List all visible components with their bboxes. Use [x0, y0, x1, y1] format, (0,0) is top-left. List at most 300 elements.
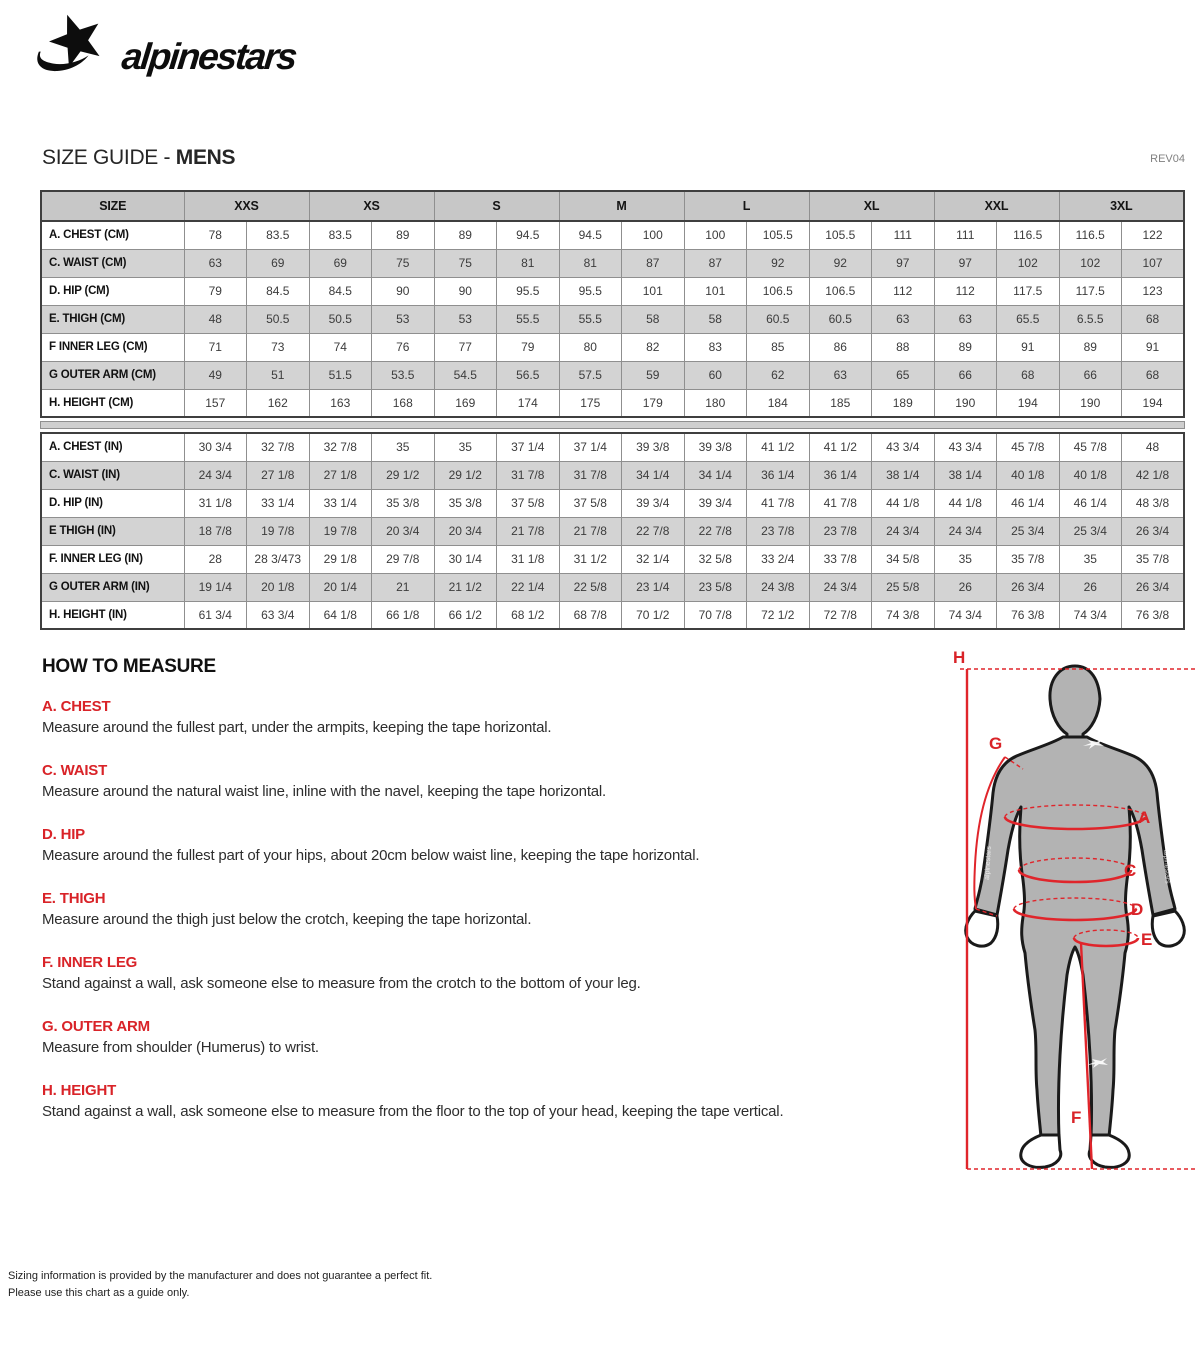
size-column-header: XL [809, 191, 934, 221]
measure-item-heading: D. HIP [42, 826, 85, 843]
row-label-cm: C. WAIST (CM) [41, 249, 184, 277]
measure-item-heading: G. OUTER ARM [42, 1018, 150, 1035]
size-cell: 175 [559, 389, 622, 417]
size-cell: 26 3/4 [997, 573, 1060, 601]
size-corner-header: SIZE [41, 191, 184, 221]
measure-item [42, 890, 922, 928]
size-cell: 162 [247, 389, 310, 417]
row-label-cm: E. THIGH (CM) [41, 305, 184, 333]
size-cell: 180 [684, 389, 747, 417]
page-title-gender: MENS [175, 146, 236, 169]
size-cell: 50.5 [247, 305, 310, 333]
label-E: E [1141, 930, 1153, 949]
size-cell: 42 1/8 [1122, 461, 1185, 489]
size-cell: 58 [622, 305, 685, 333]
size-cell: 20 1/8 [247, 573, 310, 601]
size-cell: 117.5 [1059, 277, 1122, 305]
size-cell: 189 [872, 389, 935, 417]
size-cell: 48 3/8 [1122, 489, 1185, 517]
size-cell: 20 3/4 [372, 517, 435, 545]
size-cell: 75 [372, 249, 435, 277]
size-cell: 94.5 [559, 221, 622, 249]
size-cell: 24 3/4 [872, 517, 935, 545]
size-cell: 68 [997, 361, 1060, 389]
size-cell: 41 1/2 [747, 433, 810, 461]
size-cell: 116.5 [1059, 221, 1122, 249]
size-cell: 53.5 [372, 361, 435, 389]
size-cell: 6.5.5 [1059, 305, 1122, 333]
size-cell: 37 1/4 [497, 433, 560, 461]
row-label-cm: A. CHEST (CM) [41, 221, 184, 249]
size-cell: 27 1/8 [309, 461, 372, 489]
size-cell: 78 [184, 221, 247, 249]
size-cell: 85 [747, 333, 810, 361]
measure-item-text: Stand against a wall, ask someone else to measure from the floor to the top of your head, keeping the tape vertical. [42, 1103, 784, 1120]
size-cell: 79 [497, 333, 560, 361]
size-cell: 33 7/8 [809, 545, 872, 573]
size-cell: 53 [434, 305, 497, 333]
size-cell: 87 [684, 249, 747, 277]
size-cell: 32 5/8 [684, 545, 747, 573]
size-cell: 23 7/8 [747, 517, 810, 545]
size-cell: 69 [247, 249, 310, 277]
size-column-header: XXL [934, 191, 1059, 221]
size-cell: 111 [872, 221, 935, 249]
size-cell: 95.5 [559, 277, 622, 305]
size-cell: 27 1/8 [247, 461, 310, 489]
revision-label: REV04 [1150, 153, 1185, 165]
size-cell: 68 7/8 [559, 601, 622, 629]
size-cell: 105.5 [809, 221, 872, 249]
size-cell: 31 7/8 [497, 461, 560, 489]
size-cell: 63 [809, 361, 872, 389]
size-cell: 24 3/4 [934, 517, 997, 545]
measure-item [42, 954, 922, 992]
table-row [41, 389, 1184, 417]
size-cell: 107 [1122, 249, 1185, 277]
size-guide-table [40, 190, 1185, 630]
size-cell: 39 3/8 [684, 433, 747, 461]
size-cell: 63 [184, 249, 247, 277]
row-label-cm: H. HEIGHT (CM) [41, 389, 184, 417]
size-cell: 71 [184, 333, 247, 361]
size-cell: 18 7/8 [184, 517, 247, 545]
row-label-cm: D. HIP (CM) [41, 277, 184, 305]
size-cell: 48 [1122, 433, 1185, 461]
size-cell: 51 [247, 361, 310, 389]
size-cell: 100 [684, 221, 747, 249]
size-cell: 81 [497, 249, 560, 277]
size-cell: 69 [309, 249, 372, 277]
size-cell: 194 [1122, 389, 1185, 417]
size-cell: 72 1/2 [747, 601, 810, 629]
size-cell: 28 [184, 545, 247, 573]
size-column-header: L [684, 191, 809, 221]
size-cell: 83.5 [309, 221, 372, 249]
size-cell: 23 7/8 [809, 517, 872, 545]
size-cell: 90 [434, 277, 497, 305]
size-cell: 92 [747, 249, 810, 277]
table-row [41, 489, 1184, 517]
size-cell: 35 7/8 [997, 545, 1060, 573]
size-cell: 39 3/4 [622, 489, 685, 517]
size-column-header: M [559, 191, 684, 221]
size-cell: 102 [997, 249, 1060, 277]
size-cell: 68 1/2 [497, 601, 560, 629]
size-cell: 82 [622, 333, 685, 361]
table-row [41, 305, 1184, 333]
size-cell: 91 [1122, 333, 1185, 361]
size-cell: 68 [1122, 305, 1185, 333]
size-cell: 29 1/2 [372, 461, 435, 489]
size-cell: 94.5 [497, 221, 560, 249]
size-cell: 33 1/4 [309, 489, 372, 517]
size-cell: 87 [622, 249, 685, 277]
size-cell: 35 [934, 545, 997, 573]
size-cell: 89 [1059, 333, 1122, 361]
size-cell: 76 [372, 333, 435, 361]
how-to-measure-title: HOW TO MEASURE [42, 656, 216, 677]
size-cell: 34 1/4 [684, 461, 747, 489]
measure-item-text: Measure around the fullest part, under the armpits, keeping the tape horizontal. [42, 719, 552, 736]
size-cell: 48 [184, 305, 247, 333]
size-cell: 38 1/4 [934, 461, 997, 489]
measure-item-heading: C. WAIST [42, 762, 108, 779]
table-row [41, 517, 1184, 545]
size-cell: 64 1/8 [309, 601, 372, 629]
size-cell: 83 [684, 333, 747, 361]
size-cell: 41 7/8 [809, 489, 872, 517]
size-cell: 41 1/2 [809, 433, 872, 461]
size-cell: 44 1/8 [872, 489, 935, 517]
size-cell: 190 [1059, 389, 1122, 417]
size-cell: 36 1/4 [747, 461, 810, 489]
measure-item-text: Measure around the natural waist line, inline with the navel, keeping the tape horizontal. [42, 783, 607, 800]
size-cell: 46 1/4 [997, 489, 1060, 517]
size-cell: 23 5/8 [684, 573, 747, 601]
size-cell: 58 [684, 305, 747, 333]
size-cell: 89 [372, 221, 435, 249]
size-cell: 40 1/8 [1059, 461, 1122, 489]
size-cell: 97 [934, 249, 997, 277]
size-cell: 37 5/8 [559, 489, 622, 517]
size-cell: 36 1/4 [809, 461, 872, 489]
size-cell: 66 [934, 361, 997, 389]
table-row [41, 601, 1184, 629]
disclaimer-line2: Please use this chart as a guide only. [8, 1287, 190, 1300]
alpinestars-logo [26, 10, 326, 90]
size-cell: 179 [622, 389, 685, 417]
size-cell: 43 3/4 [872, 433, 935, 461]
size-cell: 84.5 [247, 277, 310, 305]
size-cell: 76 3/8 [997, 601, 1060, 629]
size-cell: 23 1/4 [622, 573, 685, 601]
size-cell: 123 [1122, 277, 1185, 305]
table-row [41, 461, 1184, 489]
size-cell: 39 3/4 [684, 489, 747, 517]
size-cell: 61 3/4 [184, 601, 247, 629]
size-cell: 19 1/4 [184, 573, 247, 601]
size-cell: 112 [934, 277, 997, 305]
size-cell: 83.5 [247, 221, 310, 249]
size-cell: 86 [809, 333, 872, 361]
row-label-cm: F INNER LEG (CM) [41, 333, 184, 361]
size-cell: 80 [559, 333, 622, 361]
measure-item [42, 762, 922, 800]
size-table-in [40, 432, 1185, 630]
size-cell: 21 7/8 [497, 517, 560, 545]
measure-item-heading: E. THIGH [42, 890, 106, 907]
disclaimer [8, 1268, 432, 1302]
size-cell: 70 7/8 [684, 601, 747, 629]
size-cell: 79 [184, 277, 247, 305]
size-cell: 75 [434, 249, 497, 277]
size-cell: 22 1/4 [497, 573, 560, 601]
table-row [41, 221, 1184, 249]
size-cell: 20 3/4 [434, 517, 497, 545]
size-cell: 174 [497, 389, 560, 417]
measurement-figure [945, 645, 1200, 1185]
body-silhouette-graphic [975, 666, 1175, 1137]
size-cell: 20 1/4 [309, 573, 372, 601]
size-cell: 21 7/8 [559, 517, 622, 545]
size-cell: 37 1/4 [559, 433, 622, 461]
size-cell: 77 [434, 333, 497, 361]
size-cell: 40 1/8 [997, 461, 1060, 489]
size-table-cm [40, 190, 1185, 418]
table-row [41, 249, 1184, 277]
row-label-in: F. INNER LEG (IN) [41, 545, 184, 573]
size-cell: 59 [622, 361, 685, 389]
size-cell: 28 3/473 [247, 545, 310, 573]
size-cell: 168 [372, 389, 435, 417]
label-A: A [1138, 808, 1151, 827]
size-cell: 163 [309, 389, 372, 417]
size-cell: 63 3/4 [247, 601, 310, 629]
size-cell: 44 1/8 [934, 489, 997, 517]
page-title [42, 146, 1185, 170]
size-cell: 30 1/4 [434, 545, 497, 573]
size-cell: 22 7/8 [684, 517, 747, 545]
row-label-cm: G OUTER ARM (CM) [41, 361, 184, 389]
size-cell: 24 3/4 [184, 461, 247, 489]
size-cell: 22 7/8 [622, 517, 685, 545]
size-cell: 91 [997, 333, 1060, 361]
size-column-header: S [434, 191, 559, 221]
size-cell: 33 1/4 [247, 489, 310, 517]
size-cell: 31 1/8 [184, 489, 247, 517]
page-title-prefix: SIZE GUIDE - [42, 146, 176, 169]
size-cell: 70 1/2 [622, 601, 685, 629]
row-label-in: H. HEIGHT (IN) [41, 601, 184, 629]
size-cell: 112 [872, 277, 935, 305]
size-cell: 46 1/4 [1059, 489, 1122, 517]
size-cell: 111 [934, 221, 997, 249]
feet-graphic [1021, 1135, 1129, 1167]
size-column-header: 3XL [1059, 191, 1184, 221]
label-C: C [1124, 861, 1137, 880]
size-cell: 32 7/8 [309, 433, 372, 461]
size-cell: 25 5/8 [872, 573, 935, 601]
size-cell: 106.5 [809, 277, 872, 305]
size-cell: 74 [309, 333, 372, 361]
size-cell: 65.5 [997, 305, 1060, 333]
size-cell: 89 [934, 333, 997, 361]
size-column-header: XXS [184, 191, 309, 221]
size-cell: 97 [872, 249, 935, 277]
size-cell: 35 [1059, 545, 1122, 573]
size-cell: 60 [684, 361, 747, 389]
size-cell: 26 3/4 [1122, 517, 1185, 545]
size-cell: 22 5/8 [559, 573, 622, 601]
size-cell: 84.5 [309, 277, 372, 305]
size-cell: 30 3/4 [184, 433, 247, 461]
size-cell: 35 7/8 [1122, 545, 1185, 573]
size-cell: 25 3/4 [1059, 517, 1122, 545]
size-cell: 37 5/8 [497, 489, 560, 517]
size-cell: 54.5 [434, 361, 497, 389]
size-cell: 92 [809, 249, 872, 277]
size-cell: 31 7/8 [559, 461, 622, 489]
size-cell: 29 1/8 [309, 545, 372, 573]
size-cell: 26 [934, 573, 997, 601]
size-cell: 100 [622, 221, 685, 249]
size-cell: 169 [434, 389, 497, 417]
table-row [41, 277, 1184, 305]
table-row [41, 545, 1184, 573]
measure-item-heading: H. HEIGHT [42, 1082, 117, 1099]
measure-item [42, 826, 922, 864]
size-cell: 32 7/8 [247, 433, 310, 461]
measure-item-text: Stand against a wall, ask someone else to measure from the crotch to the bottom of your leg. [42, 975, 641, 992]
label-H: H [953, 648, 966, 667]
size-cell: 106.5 [747, 277, 810, 305]
table-row [41, 333, 1184, 361]
size-cell: 24 3/8 [747, 573, 810, 601]
measure-item-text: Measure around the fullest part of your hips, about 20cm below waist line, keeping the tape horizontal. [42, 847, 700, 864]
size-cell: 65 [872, 361, 935, 389]
how-to-measure-section [42, 656, 922, 1146]
size-cell: 25 3/4 [997, 517, 1060, 545]
measure-item-text: Measure around the thigh just below the crotch, keeping the tape horizontal. [42, 911, 532, 928]
size-cell: 34 5/8 [872, 545, 935, 573]
size-cell: 66 [1059, 361, 1122, 389]
size-cell: 74 3/8 [872, 601, 935, 629]
size-cell: 57.5 [559, 361, 622, 389]
size-cell: 66 1/2 [434, 601, 497, 629]
size-cell: 31 1/8 [497, 545, 560, 573]
table-row [41, 361, 1184, 389]
size-cell: 157 [184, 389, 247, 417]
size-cell: 95.5 [497, 277, 560, 305]
size-cell: 66 1/8 [372, 601, 435, 629]
size-cell: 39 3/8 [622, 433, 685, 461]
label-G: G [989, 734, 1003, 753]
measure-item [42, 1018, 922, 1056]
label-D: D [1131, 900, 1144, 919]
size-cell: 34 1/4 [622, 461, 685, 489]
measure-item [42, 698, 922, 736]
size-cell: 45 7/8 [1059, 433, 1122, 461]
size-cell: 101 [684, 277, 747, 305]
row-label-in: D. HIP (IN) [41, 489, 184, 517]
table-row [41, 433, 1184, 461]
size-cell: 90 [372, 277, 435, 305]
size-cell: 116.5 [997, 221, 1060, 249]
size-cell: 88 [872, 333, 935, 361]
size-cell: 68 [1122, 361, 1185, 389]
row-label-in: C. WAIST (IN) [41, 461, 184, 489]
size-header-row [41, 191, 1184, 221]
logo-wordmark: alpinestars [119, 36, 298, 77]
svg-text:alpinestars: alpinestars [984, 845, 993, 881]
measure-item-text: Measure from shoulder (Humerus) to wrist. [42, 1039, 319, 1056]
size-cell: 73 [247, 333, 310, 361]
row-label-in: G OUTER ARM (IN) [41, 573, 184, 601]
size-cell: 19 7/8 [309, 517, 372, 545]
size-cell: 19 7/8 [247, 517, 310, 545]
size-cell: 29 1/2 [434, 461, 497, 489]
size-cell: 50.5 [309, 305, 372, 333]
size-cell: 38 1/4 [872, 461, 935, 489]
size-cell: 63 [934, 305, 997, 333]
size-cell: 31 1/2 [559, 545, 622, 573]
size-cell: 26 [1059, 573, 1122, 601]
size-cell: 35 3/8 [372, 489, 435, 517]
size-cell: 74 3/4 [1059, 601, 1122, 629]
label-F: F [1071, 1108, 1082, 1127]
size-cell: 55.5 [559, 305, 622, 333]
size-cell: 35 [372, 433, 435, 461]
size-cell: 24 3/4 [809, 573, 872, 601]
size-cell: 184 [747, 389, 810, 417]
size-cell: 21 1/2 [434, 573, 497, 601]
size-cell: 89 [434, 221, 497, 249]
size-cell: 72 7/8 [809, 601, 872, 629]
svg-text:alpinestars: alpinestars [1162, 849, 1171, 884]
measure-item-heading: A. CHEST [42, 698, 111, 715]
size-cell: 81 [559, 249, 622, 277]
row-label-in: E THIGH (IN) [41, 517, 184, 545]
table-row [41, 573, 1184, 601]
table-section-divider [40, 421, 1185, 429]
size-cell: 43 3/4 [934, 433, 997, 461]
size-cell: 53 [372, 305, 435, 333]
row-label-in: A. CHEST (IN) [41, 433, 184, 461]
size-cell: 117.5 [997, 277, 1060, 305]
measure-item [42, 1082, 922, 1120]
size-cell: 55.5 [497, 305, 560, 333]
size-cell: 51.5 [309, 361, 372, 389]
size-cell: 60.5 [809, 305, 872, 333]
size-cell: 122 [1122, 221, 1185, 249]
size-cell: 35 [434, 433, 497, 461]
size-cell: 105.5 [747, 221, 810, 249]
size-cell: 33 2/4 [747, 545, 810, 573]
size-cell: 60.5 [747, 305, 810, 333]
size-cell: 26 3/4 [1122, 573, 1185, 601]
size-cell: 56.5 [497, 361, 560, 389]
size-cell: 21 [372, 573, 435, 601]
size-cell: 194 [997, 389, 1060, 417]
size-cell: 41 7/8 [747, 489, 810, 517]
size-column-header: XS [309, 191, 434, 221]
size-cell: 32 1/4 [622, 545, 685, 573]
title-row [42, 146, 1185, 170]
measure-item-heading: F. INNER LEG [42, 954, 138, 971]
size-cell: 101 [622, 277, 685, 305]
size-cell: 190 [934, 389, 997, 417]
